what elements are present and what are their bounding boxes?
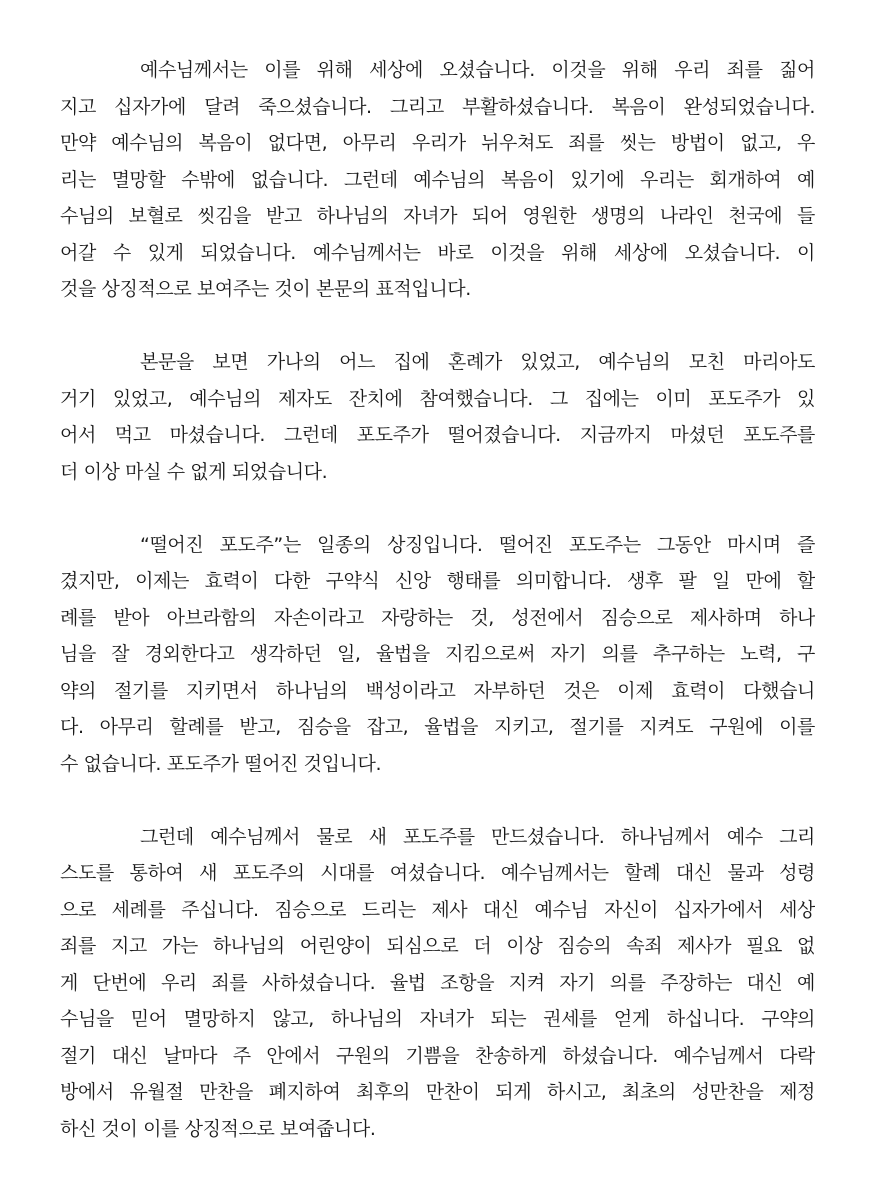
text-line: 예수님께서는 이를 위해 세상에 오셨습니다. 이것을 위해 우리 죄를 짊어 xyxy=(140,59,815,81)
text-line: 겼지만, 이제는 효력이 다한 구약식 신앙 행태를 의미합니다. 생후 팔 일 만에 할 xyxy=(60,570,815,592)
text-line: 거기 있었고, 예수님의 제자도 잔치에 참여했습니다. 그 집에는 이미 포도주가 있 xyxy=(60,387,815,410)
text-line: 하신 것이 이를 상징적으로 보여줍니다. xyxy=(60,1117,376,1140)
paragraph-1 xyxy=(60,52,815,308)
paragraph-2 xyxy=(60,344,815,490)
text-line: 그런데 예수님께서 물로 새 포도주를 만드셨습니다. 하나님께서 예수 그리 xyxy=(140,825,815,848)
text-line: 절기 대신 날마다 주 안에서 구원의 기쁨을 찬송하게 하셨습니다. 예수님께서 다락 xyxy=(60,1044,815,1067)
text-line: 지고 십자가에 달려 죽으셨습니다. 그리고 부활하셨습니다. 복음이 완성되었습니다. xyxy=(60,95,815,118)
text-line: “떨어진 포도주”는 일종의 상징입니다. 떨어진 포도주는 그동안 마시며 즐 xyxy=(140,533,815,556)
text-line: 스도를 통하여 새 포도주의 시대를 여셨습니다. 예수님께서는 할례 대신 물과 성령 xyxy=(60,862,815,884)
text-line: 더 이상 마실 수 없게 되었습니다. xyxy=(60,460,328,483)
document-page xyxy=(60,52,815,1184)
paragraph-3 xyxy=(60,527,815,783)
text-line: 어서 먹고 마셨습니다. 그런데 포도주가 떨어졌습니다. 지금까지 마셨던 포도주를 xyxy=(60,424,815,446)
text-line: 리는 멸망할 수밖에 없습니다. 그런데 예수님의 복음이 있기에 우리는 회개하여 예 xyxy=(60,168,815,191)
text-line: 본문을 보면 가나의 어느 집에 혼례가 있었고, 예수님의 모친 마리아도 xyxy=(140,351,815,373)
text-line: 으로 세례를 주십니다. 짐승으로 드리는 제사 대신 예수님 자신이 십자가에서 세상 xyxy=(60,898,815,921)
text-line: 죄를 지고 가는 하나님의 어린양이 되심으로 더 이상 짐승의 속죄 제사가 필요 없 xyxy=(60,935,815,957)
text-line: 수님을 믿어 멸망하지 않고, 하나님의 자녀가 되는 권세를 얻게 하십니다. 구약의 xyxy=(60,1008,815,1030)
paragraph-4 xyxy=(60,819,815,1148)
text-line: 약의 절기를 지키면서 하나님의 백성이라고 자부하던 것은 이제 효력이 다했습니 xyxy=(60,679,815,702)
text-line: 례를 받아 아브라함의 자손이라고 자랑하는 것, 성전에서 짐승으로 제사하며 하나 xyxy=(60,606,815,629)
text-line: 수님의 보혈로 씻김을 받고 하나님의 자녀가 되어 영원한 생명의 나라인 천국에 들 xyxy=(60,205,815,227)
text-line: 다. 아무리 할례를 받고, 짐승을 잡고, 율법을 지키고, 절기를 지켜도 구원에 이를 xyxy=(60,716,815,738)
text-line: 어갈 수 있게 되었습니다. 예수님께서는 바로 이것을 위해 세상에 오셨습니다. 이 xyxy=(60,241,815,264)
text-line: 게 단번에 우리 죄를 사하셨습니다. 율법 조항을 지켜 자기 의를 주장하는 대신 예 xyxy=(60,971,815,994)
text-line: 것을 상징적으로 보여주는 것이 본문의 표적입니다. xyxy=(60,278,471,300)
text-line: 님을 잘 경외한다고 생각하던 일, 율법을 지킴으로써 자기 의를 추구하는 노력, 구 xyxy=(60,643,815,665)
text-line: 만약 예수님의 복음이 없다면, 아무리 우리가 뉘우쳐도 죄를 씻는 방법이 없고, 우 xyxy=(60,132,815,154)
text-line: 수 없습니다. 포도주가 떨어진 것입니다. xyxy=(60,752,382,775)
text-line: 방에서 유월절 만찬을 폐지하여 최후의 만찬이 되게 하시고, 최초의 성만찬을 제정 xyxy=(60,1081,815,1103)
